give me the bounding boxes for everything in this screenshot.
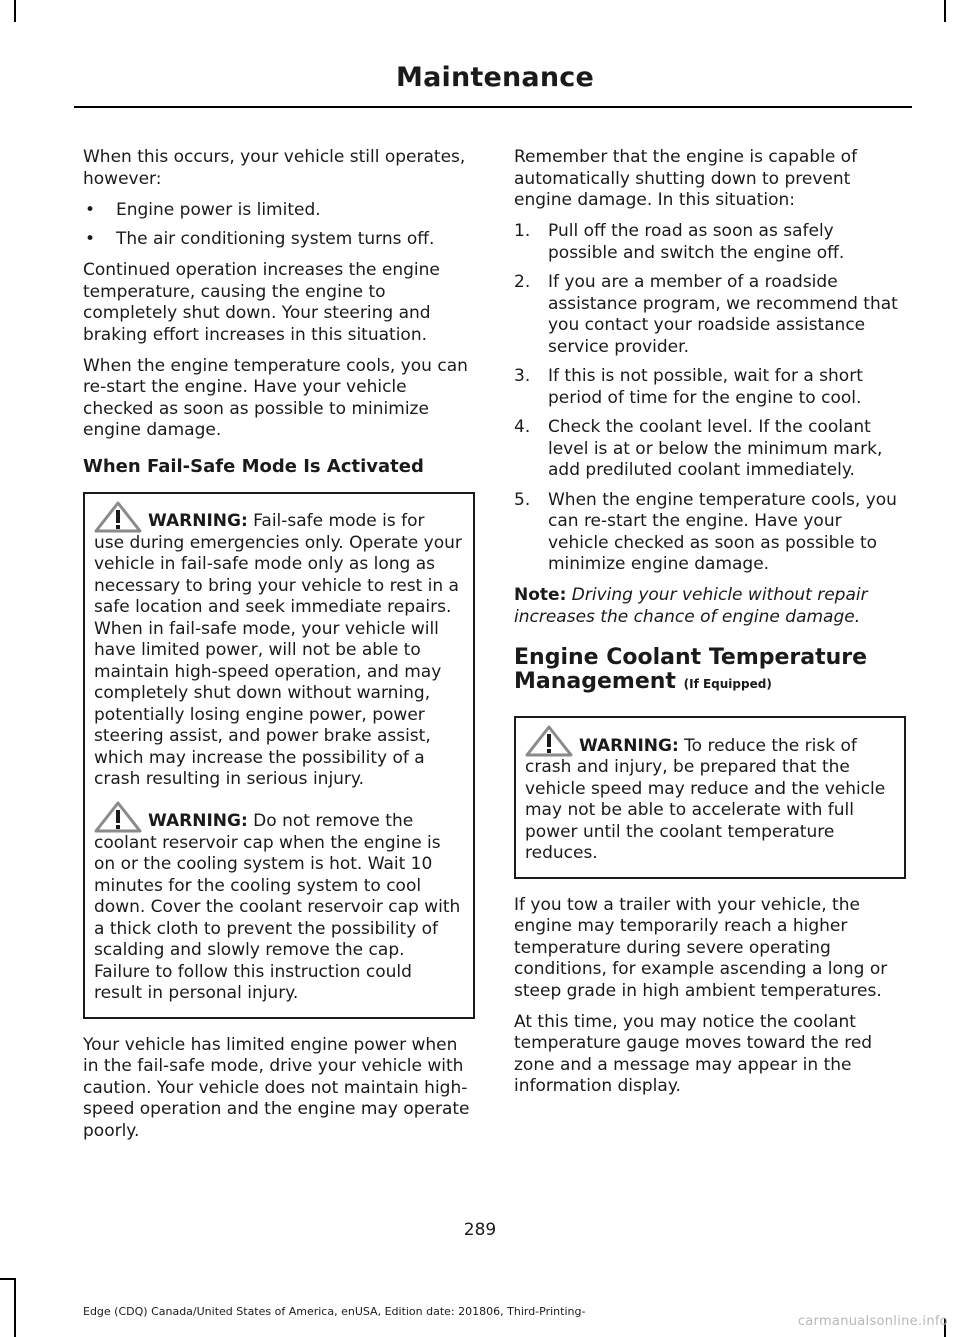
warning-fail-safe: [94, 505, 465, 791]
section-title-coolant-temp: Engine Coolant Temperature Management (If Equipped): [514, 645, 868, 694]
left-column: [83, 147, 475, 1152]
warning-text-rest: crash and injury, be prepared that the vehicle speed may reduce and the vehicle may not be able to accelerate with full power until the coolant temperature reduces.: [525, 757, 886, 863]
left-paragraph-3: Your vehicle has limited engine power when in the fail-safe mode, drive your vehicle with caution. Your vehicle does not maintain high-speed operation and the engine may operate poorly.: [83, 1034, 470, 1141]
right-paragraph-2: At this time, you may notice the coolant temperature gauge moves toward the red zone and a message may appear in the information display.: [514, 1011, 873, 1096]
page-number: 289: [463, 1220, 497, 1240]
watermark: carmanualsonline.info: [797, 1314, 948, 1329]
left-paragraph-2: When the engine temperature cools, you can re-start the engine. Have your vehicle checked as soon as possible to minimize engine damage.: [83, 355, 468, 440]
warning-box-coolant-temp: [514, 716, 906, 879]
header-divider: [74, 106, 912, 108]
warning-label: WARNING:: [148, 811, 248, 831]
shutdown-steps-list: [514, 221, 906, 576]
crop-mark-top-right-v: [944, 0, 946, 22]
warning-text-start: Fail-safe mode is for: [247, 511, 425, 531]
list-item: • The air conditioning system turns off.: [83, 229, 475, 251]
list-item: 5. When the engine temperature cools, you can re-start the engine. Have your vehicle checked as soon as possible to minimize engine damage.: [514, 489, 897, 574]
right-column: [514, 147, 906, 1107]
left-bullet-list: [83, 200, 475, 251]
right-intro: Remember that the engine is capable of automatically shutting down to prevent engine damage. In this situation:: [514, 147, 858, 210]
crop-mark-bottom-left-h: [0, 1278, 14, 1280]
subheading-fail-safe: When Fail-Safe Mode Is Activated: [83, 455, 424, 477]
warning-text-start: To reduce the risk of: [678, 735, 857, 756]
warning-coolant-cap: [94, 805, 465, 1005]
warning-text-rest: use during emergencies only. Operate your vehicle in fail-safe mode only as long as necessary to bring your vehicle to rest in a safe location and seek immediate repairs. When in fail-safe mode, your vehicle will have limited power, will not be able to maintain high-speed operation, and may completely shut down without warning, potentially losing engine power, power steering assist, and power brake assist, which may increase the possibility of a crash resulting in serious injury.: [94, 532, 462, 789]
warning-triangle-icon: [94, 501, 142, 533]
footer-edition: Edge (CDQ) Canada/United States of America, enUSA, Edition date: 201806, Third-Printing-: [83, 1305, 586, 1318]
right-paragraph-1: If you tow a trailer with your vehicle, the engine may temporarily reach a higher temperature during severe operating conditions, for example ascending a long or steep grade in high ambient temperatures.: [514, 894, 888, 1001]
page-header-title: Maintenance: [396, 62, 594, 93]
warning-triangle-icon: [94, 801, 142, 833]
list-item: 4. Check the coolant level. If the coolant level is at or below the minimum mark, add prediluted coolant immediately.: [514, 417, 883, 480]
list-item: 3. If this is not possible, wait for a short period of time for the engine to cool.: [514, 366, 863, 408]
crop-mark-bottom-left-v: [14, 1278, 16, 1337]
warning-text-start: Do not remove the: [247, 811, 414, 831]
list-item: 1. Pull off the road as soon as safely possible and switch the engine off.: [514, 221, 845, 263]
warning-label: WARNING:: [579, 735, 679, 756]
warning-coolant-temp: [525, 729, 896, 865]
left-intro: When this occurs, your vehicle still operates, however:: [83, 147, 466, 189]
warning-text-rest: coolant reservoir cap when the engine is on or the cooling system is hot. Wait 10 minutes for the cooling system to cool down. Cover the coolant reservoir cap with a thick cloth to prevent the possibility of scalding and slowly remove the cap. Failure to follow this instruction could result in personal injury.: [94, 832, 461, 1003]
crop-mark-top-left-v: [14, 0, 16, 22]
note-paragraph: Note: Driving your vehicle without repair increases the chance of engine damage.: [514, 585, 868, 627]
warning-box-fail-safe: [83, 492, 475, 1019]
warning-triangle-icon: [525, 725, 573, 757]
left-paragraph-1: Continued operation increases the engine temperature, causing the engine to completely shut down. Your steering and braking effort increases in this situation.: [83, 260, 440, 345]
list-item: 2. If you are a member of a roadside assistance program, we recommend that you contact your roadside assistance service provider.: [514, 272, 898, 357]
warning-label: WARNING:: [148, 511, 248, 531]
list-item: • Engine power is limited.: [83, 200, 475, 222]
